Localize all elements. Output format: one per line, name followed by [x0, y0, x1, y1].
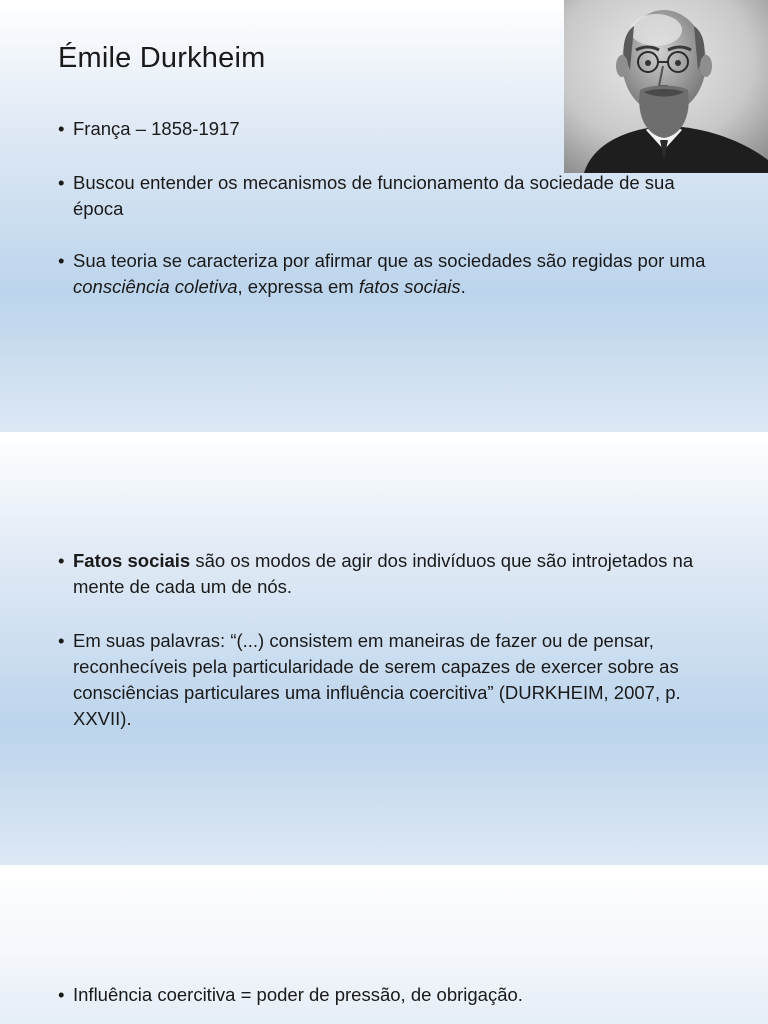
bullet-text-middle: , expressa em	[237, 276, 359, 297]
slide-title: Émile Durkheim	[58, 42, 266, 74]
bullet-dot: •	[58, 250, 65, 271]
italic-term: consciência coletiva	[73, 276, 238, 297]
bullet-item	[58, 116, 730, 142]
bullet-list	[58, 982, 730, 1024]
bullet-list	[58, 116, 730, 322]
bullet-item	[58, 982, 730, 1008]
bullet-text: Em suas palavras: “(...) consistem em maneiras de fazer ou de pensar, reconhecíveis pela particularidade de serem capazes de exercer sobre as consciências particulares uma influência coercitiva” (DURKHEIM, 2007, p. XXVII).	[73, 630, 681, 729]
bullet-dot: •	[58, 984, 65, 1005]
bullet-item	[58, 170, 730, 222]
bullet-text: Influência coercitiva = poder de pressão, de obrigação.	[73, 984, 523, 1005]
bullet-text: são os modos de agir dos indivíduos que são introjetados na mente de cada um de nós.	[73, 550, 694, 597]
bullet-text: França – 1858-1917	[73, 118, 240, 139]
bullet-item	[58, 548, 730, 600]
bullet-dot: •	[58, 630, 65, 651]
slide-3	[0, 865, 768, 1024]
bullet-text-start: Sua teoria se caracteriza por afirmar que as sociedades são regidas por uma	[73, 250, 706, 271]
italic-term: fatos sociais	[358, 276, 461, 297]
bullet-item	[58, 628, 730, 732]
slide-2	[0, 432, 768, 865]
bold-term: Fatos sociais	[73, 550, 191, 571]
bullet-list	[58, 548, 730, 754]
bullet-text: Buscou entender os mecanismos de funcionamento da sociedade de sua época	[73, 172, 675, 219]
bullet-dot: •	[58, 118, 65, 139]
bullet-dot: •	[58, 550, 65, 571]
bullet-text-end: .	[460, 276, 466, 297]
bullet-dot: •	[58, 172, 65, 193]
slide-1	[0, 0, 768, 432]
bullet-item	[58, 248, 730, 300]
